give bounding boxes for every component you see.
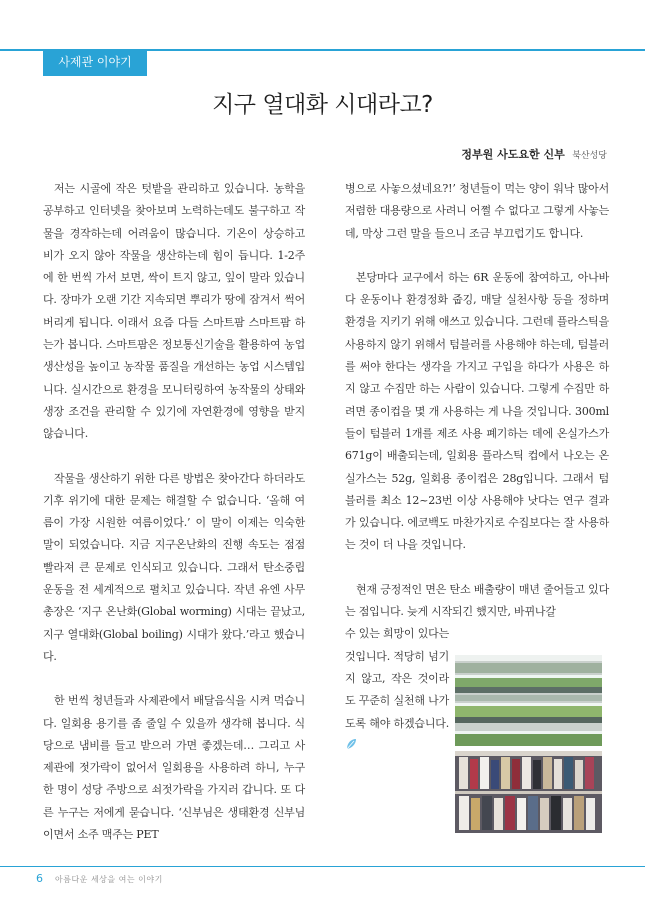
paragraph: 저는 시골에 작은 텃밭을 관리하고 있습니다. 농학을 공부하고 인터넷을 찾아보며 노력하는데도 불구하고 작물을 경작하는데 어려움이 많습니다. 기온이 상승하고 비가 오지 않아 작물을 생산하는데 힘이 듭니다. 1-2주에 한 번씩 가서 보면, 싹이 트지 않고, 잎이 말라 있습니다. 장마가 오랜 기간 지속되면 뿌리가 땅에 잠겨서 썩어 버리게 됩니다. 이래서 요즘 다들 스마트팜 스마트팜 하는가 봅니다. 스마트팜은 정보통신기술을 활용하여 농업 생산성을 높이고 농작물 품질을 개선하는 농업 시스템입니다. 실시간으로 환경을 모니터링하여 농작물의 상태와 생장 조건을 관리할 수 있기에 자연환경에 영향을 받지 않습니다. xyxy=(43,182,305,441)
photo-group xyxy=(455,655,602,833)
article-title: 지구 열대화 시대라고? xyxy=(212,92,433,118)
paragraph: 본당마다 교구에서 하는 6R 운동에 참여하고, 아나바다 운동이나 환경정화 줍깅, 매달 실천사항 등을 정하며 환경을 지키기 위해 애쓰고 있습니다. 그런데 플라스틱을 사용하지 않기 위해서 텀블러를 사용해야 하는데, 텀블러를 써야 한다는 생각을 가지고 구입을 하다가 사용은 하지 않고 수집만 하는 사람이 있습니다. 그렇게 수집만 하려면 종이컵을 몇 개 사용하는 게 나을 것입니다. 300ml들이 텀블러 1개를 제조 사용 폐기하는 데에 온실가스가 671g이 배출되는데, 일회용 플라스틱 컵에서 나오는 온실가스는 52g, 일회용 종이컵은 28g입니다. 그래서 텀블러를 최소 12~23번 이상 사용해야 낫다는 연구 결과가 있습니다. 에코백도 마찬가지로 수집보다는 잘 사용하는 것이 더 나을 것입니다. xyxy=(345,270,609,552)
left-column xyxy=(43,178,305,846)
leaf-icon xyxy=(345,738,357,750)
footer-rule xyxy=(0,866,645,867)
paragraph: 한 번씩 청년들과 사제관에서 배달음식을 시켜 먹습니다. 일회용 용기를 좀 줄일 수 있을까 생각해 봅니다. 식당으로 냄비를 들고 받으러 가면 좋겠는데… 그리고 사제관에 젓가락이 없어서 일회용을 사용하려 하니, 누구 한 명이 성당 주방으로 쇠젓가락을 가지러 갑니다. 또 다른 누구는 저에게 묻습니다. ‘신부님은 생태환경 신부님이면서 소주 맥주는 PET xyxy=(43,694,305,842)
paragraph: 병으로 사놓으셨네요?!’ 청년들이 먹는 양이 워낙 많아서 저렴한 대용량으로 사려니 어쩔 수 없다고 그렇게 사놓는데, 막상 그런 말을 들으니 조금 부끄럽기도 합니다. xyxy=(345,182,609,240)
closing-text: 수 있는 희망이 있다는 것입니다. 적당히 넘기지 않고, 작은 것이라도 꾸준히 실천해 나가도록 해야 하겠습니다. xyxy=(345,627,449,730)
section-label: 사제관 이야기 xyxy=(43,49,147,76)
smart-farm-photo xyxy=(455,655,602,746)
author-name: 정부원 사도요한 신부 xyxy=(461,148,565,161)
tumbler-collection-photo xyxy=(455,751,602,833)
paragraph: 현재 긍정적인 면은 탄소 배출량이 매년 줄어들고 있다는 점입니다. 늦게 시작되긴 했지만, 바뀌나갈 xyxy=(345,582,609,619)
page-number: 6 xyxy=(36,872,43,885)
paragraph: 작물을 생산하기 위한 다른 방법은 찾아간다 하더라도 기후 위기에 대한 문제는 해결할 수 없습니다. ‘올해 여름이 가장 시원한 여름이었다.’ 이 말이 이제는 익숙한 말이 되었습니다. 지금 지구온난화의 진행 속도는 점점 빨라져 큰 문제로 인식되고 있습니다. 그래서 탄소중립운동을 전 세계적으로 펼치고 있습니다. 작년 유엔 사무총장은 ‘지구 온난화(Global worming) 시대는 끝났고, 지구 열대화(Global boiling) 시대가 왔다.’라고 했습니다. xyxy=(43,471,305,663)
parish-name: 북산성당 xyxy=(572,151,607,161)
magazine-name: 아름다운 세상을 여는 이야기 xyxy=(55,875,163,884)
byline xyxy=(461,146,607,162)
paragraph-closing xyxy=(345,623,449,757)
